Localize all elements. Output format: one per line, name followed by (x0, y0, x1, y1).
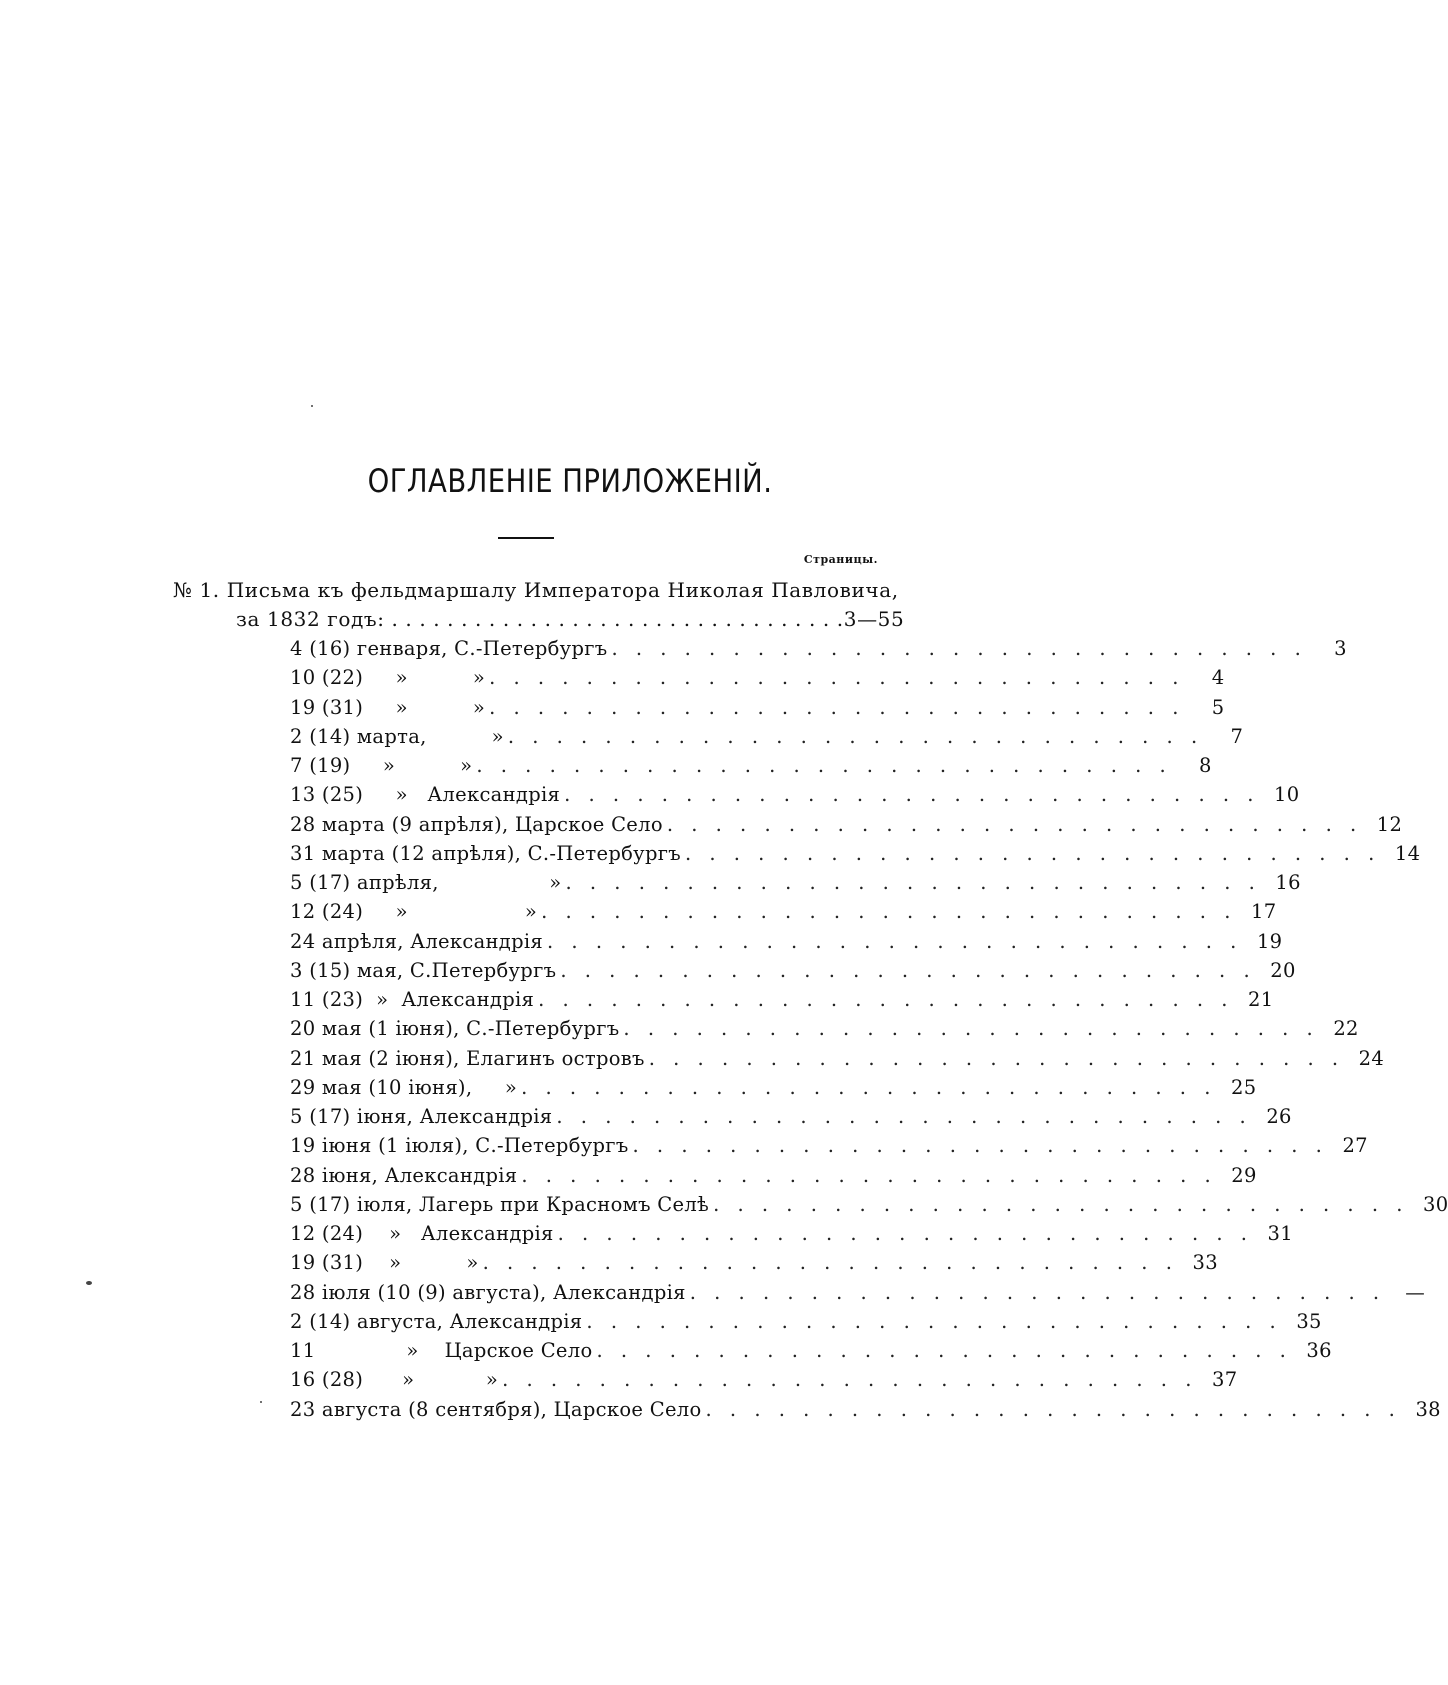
entry-page-number: 24 (1358, 1046, 1385, 1070)
entry-date-place: 24 апрѣля, Александрія (290, 929, 544, 953)
toc-entry (290, 958, 1296, 988)
entry-page-number: 3 (1334, 637, 1347, 660)
entry-date-place: 11 (23) » Александрія (290, 988, 535, 1011)
toc-entry (290, 1397, 1441, 1427)
entry-date-place: 28 марта (9 апрѣля), Царское Село (290, 812, 663, 836)
entry-leader-dots: . . . . . . . . . . . . . . . . . . . . . . . . . . . . . (586, 1309, 1282, 1333)
toc-entry (290, 1017, 1359, 1046)
entry-date-place: 28 іюня, Александрія (290, 1163, 518, 1187)
toc-entry (290, 666, 1225, 695)
entry-leader-dots: . . . . . . . . . . . . . . . . . . . . . . . . . . . . . (666, 812, 1363, 836)
entry-leader-dots: . . . . . . . . . . . . . . . . . . . . . . . . . . . . . (565, 871, 1261, 894)
entry-page-number: 4 (1211, 666, 1225, 690)
entry-leader-dots: . . . . . . . . . . . . . . . . . . . . . . . . . . . . . (611, 637, 1307, 660)
entry-leader-dots: . . . . . . . . . . . . . . . . . . . . . . . . . . . . . (560, 958, 1256, 982)
entry-leader-dots: . . . . . . . . . . . . . . . . . . . . . . . . . . . . . (557, 1222, 1253, 1245)
entry-leader-dots: . . . . . . . . . . . . . . . . . . . . . . . . . . . . . (476, 754, 1172, 777)
entry-leader-dots: . . . . . . . . . . . . . . . . . . . . . . . . . . . . . (689, 1280, 1386, 1304)
toc-entry (290, 988, 1274, 1017)
toc-entry (290, 1192, 1448, 1222)
entry-date-place: 3 (15) мая, С.Петербургъ (290, 958, 557, 982)
title-divider (498, 537, 554, 539)
entry-date-place: 19 іюня (1 іюля), С.-Петербургъ (290, 1134, 629, 1158)
entry-date-place: 29 мая (10 іюня), » (290, 1075, 518, 1099)
toc-entry (290, 1309, 1322, 1339)
entry-date-place: 11 » Царское Село (290, 1339, 593, 1362)
toc-entry (290, 1280, 1426, 1310)
entry-page-number: 30 (1423, 1192, 1448, 1216)
toc-entry (290, 1105, 1292, 1134)
entry-page-number: 21 (1248, 988, 1274, 1011)
entry-date-place: 5 (17) іюля, Лагерь при Красномъ Селѣ (290, 1192, 710, 1216)
entry-page-number: 16 (1275, 871, 1301, 894)
section-heading: Письма къ фельдмаршалу Императора Николая Павловича, (226, 578, 899, 602)
section-year: за 1832 годъ: (236, 607, 385, 631)
entry-page-number: 14 (1394, 841, 1421, 865)
entry-leader-dots: . . . . . . . . . . . . . . . . . . . . . . . . . . . . . (502, 1368, 1198, 1392)
entry-leader-dots: . . . . . . . . . . . . . . . . . . . . . . . . . . . . . (538, 988, 1234, 1011)
toc-entry (290, 1368, 1238, 1397)
entry-page-number: 8 (1198, 754, 1212, 777)
entry-leader-dots: . . . . . . . . . . . . . . . . . . . . . . . . . . . . . (489, 695, 1185, 719)
section-page-range: 3—55 (843, 607, 905, 631)
entry-leader-dots: . . . . . . . . . . . . . . . . . . . . . . . . . . . . . (521, 1075, 1217, 1099)
entry-page-number: 37 (1211, 1368, 1238, 1392)
entry-date-place: 20 мая (1 іюня), С.-Петербургъ (290, 1017, 620, 1041)
entry-date-place: 13 (25) » Александрія (290, 783, 561, 807)
toc-entry (290, 1251, 1218, 1280)
toc-entry (290, 1339, 1332, 1368)
entry-leader-dots: . . . . . . . . . . . . . . . . . . . . . . . . . . . . . (684, 841, 1381, 865)
entry-leader-dots: . . . . . . . . . . . . . . . . . . . . . . . . . . . . . (507, 724, 1204, 748)
entry-leader-dots: . . . . . . . . . . . . . . . . . . . . . . . . . . . . . (482, 1251, 1178, 1275)
entry-leader-dots: . . . . . . . . . . . . . . . . . . . . . . . . . . . . . (541, 900, 1237, 924)
entry-date-place: 19 (31) » » (290, 1251, 479, 1275)
toc-entry (290, 900, 1277, 929)
entry-date-place: 5 (17) іюня, Александрія (290, 1105, 553, 1128)
entry-page-number: 20 (1270, 958, 1296, 982)
entry-leader-dots: . . . . . . . . . . . . . . . . . . . . . . . . . . . . . (713, 1192, 1409, 1216)
page-title: ОГЛАВЛЕНІЕ ПРИЛОЖЕНІЙ. (367, 462, 773, 500)
entry-date-place: 10 (22) » » (290, 666, 486, 690)
entry-page-number: 25 (1230, 1075, 1257, 1099)
entry-leader-dots: . . . . . . . . . . . . . . . . . . . . . . . . . . . . . (547, 929, 1243, 953)
entry-page-number: 19 (1256, 929, 1283, 953)
entry-leader-dots: . . . . . . . . . . . . . . . . . . . . . . . . . . . . . (596, 1339, 1292, 1362)
section-number: № 1. (173, 578, 220, 602)
section-year-line (236, 607, 905, 631)
entry-page-number: 7 (1230, 724, 1244, 748)
toc-entry (290, 841, 1421, 871)
entry-date-place: 21 мая (2 іюня), Елагинъ островъ (290, 1046, 645, 1070)
entry-leader-dots: . . . . . . . . . . . . . . . . . . . . . . . . . . . . . (564, 783, 1260, 807)
section-leader-dots: . . . . . . . . . . . . . . . . . . . . . . . . . . . . . . . . . (384, 607, 844, 631)
section-heading-line (173, 578, 899, 602)
entry-page-number: 22 (1333, 1017, 1359, 1041)
entry-date-place: 5 (17) апрѣля, » (290, 871, 562, 894)
entry-page-number: 10 (1274, 783, 1300, 807)
entry-date-place: 12 (24) » Александрія (290, 1222, 554, 1245)
toc-entry (290, 871, 1301, 900)
toc-entry (290, 1046, 1385, 1076)
entry-date-place: 7 (19) » » (290, 754, 473, 777)
print-speck (311, 405, 313, 407)
pages-column-label: Страницы. (803, 553, 878, 566)
toc-entry (290, 754, 1212, 783)
entry-page-number: 17 (1250, 900, 1277, 924)
toc-entry (290, 724, 1244, 754)
entry-page-number: 26 (1266, 1105, 1292, 1128)
entry-leader-dots: . . . . . . . . . . . . . . . . . . . . . . . . . . . . . (648, 1046, 1345, 1070)
entry-date-place: 16 (28) » » (290, 1368, 499, 1392)
entry-leader-dots: . . . . . . . . . . . . . . . . . . . . . . . . . . . . . (632, 1134, 1328, 1158)
entry-page-number: 33 (1192, 1251, 1218, 1275)
entry-date-place: 2 (14) марта, » (290, 724, 504, 748)
entry-leader-dots: . . . . . . . . . . . . . . . . . . . . . . . . . . . . . (556, 1105, 1252, 1128)
entry-page-number: 29 (1231, 1163, 1257, 1187)
entry-page-number: 31 (1267, 1222, 1293, 1245)
entry-page-number: 36 (1306, 1339, 1332, 1362)
toc-entry (290, 1075, 1257, 1105)
entry-leader-dots: . . . . . . . . . . . . . . . . . . . . . . . . . . . . . (521, 1163, 1217, 1187)
toc-entry (290, 812, 1403, 842)
entry-page-number: 38 (1415, 1397, 1441, 1421)
print-speck (86, 1281, 92, 1285)
print-speck (260, 1401, 262, 1403)
entry-date-place: 19 (31) » » (290, 695, 486, 719)
entry-date-place: 12 (24) » » (290, 900, 538, 924)
entry-leader-dots: . . . . . . . . . . . . . . . . . . . . . . . . . . . . . (489, 666, 1185, 690)
entry-date-place: 28 іюля (10 (9) августа), Александрія (290, 1280, 686, 1304)
entry-date-place: 4 (16) генваря, С.-Петербургъ (290, 637, 608, 660)
toc-entry (290, 1134, 1368, 1163)
entry-leader-dots: . . . . . . . . . . . . . . . . . . . . . . . . . . . . . (623, 1017, 1319, 1041)
entry-date-place: 31 марта (12 апрѣля), С.-Петербургъ (290, 841, 681, 865)
toc-entry (290, 695, 1225, 725)
entry-page-number: 5 (1211, 695, 1225, 719)
entry-page-number: — (1405, 1280, 1426, 1304)
toc-entry (290, 783, 1300, 812)
entry-page-number: 12 (1376, 812, 1403, 836)
entry-page-number: 35 (1296, 1309, 1322, 1333)
entry-leader-dots: . . . . . . . . . . . . . . . . . . . . . . . . . . . . . (705, 1397, 1401, 1421)
entry-page-number: 27 (1342, 1134, 1368, 1158)
toc-entry (290, 637, 1347, 666)
toc-entry (290, 1163, 1257, 1193)
entry-date-place: 2 (14) августа, Александрія (290, 1309, 583, 1333)
toc-entry (290, 929, 1283, 959)
toc-entry (290, 1222, 1293, 1251)
entry-date-place: 23 августа (8 сентября), Царское Село (290, 1397, 702, 1421)
